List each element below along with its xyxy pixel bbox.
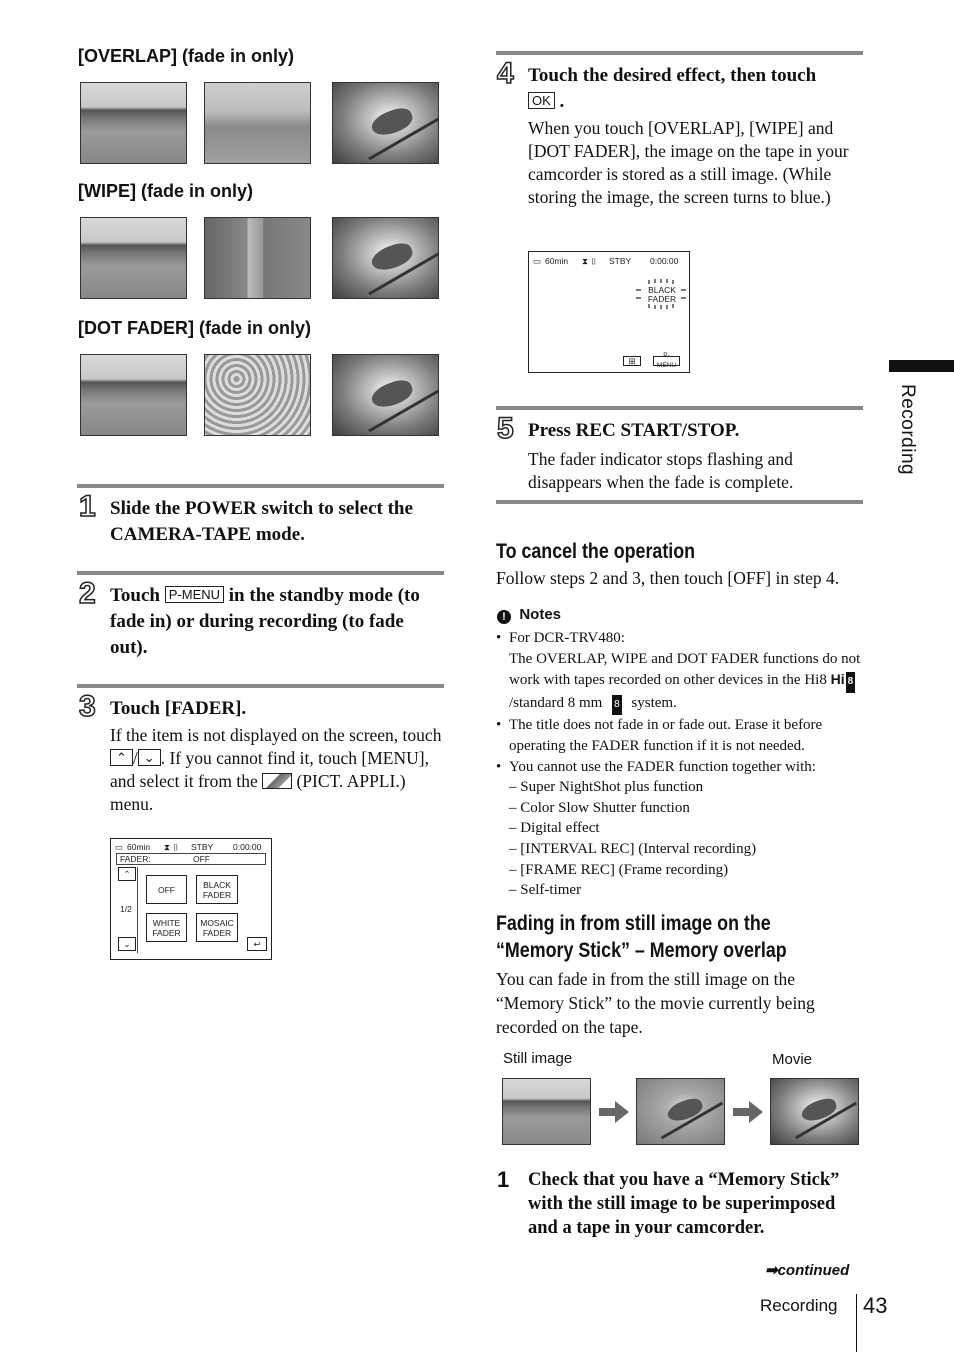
- dot-thumb-3: [332, 354, 439, 436]
- lcd-off-label: OFF: [158, 884, 175, 895]
- lcd2-tape-remaining: 60min: [545, 256, 569, 266]
- memory-body: You can fade in from the still image on the “Memory Stick” to the movie currently being recorded on the tape.: [496, 969, 815, 1037]
- step3-heading: Touch [FADER].: [110, 698, 247, 719]
- tape-icons: ⧗ ▯: [164, 842, 179, 852]
- step3-body-c: . If you cannot find it, touch [MENU], and select it from the: [110, 748, 429, 791]
- still-image-label: Still image: [503, 1050, 573, 1067]
- ok-button: OK: [528, 92, 555, 109]
- battery-icon: ▭: [115, 842, 124, 852]
- step3-body-a: If the item is not displayed on the screen, touch: [110, 725, 442, 745]
- step3-body: [110, 724, 445, 816]
- step3-body-d: (PICT. APPLI.) menu.: [110, 771, 406, 814]
- hi8-icon: Hi 8: [831, 669, 856, 693]
- lcd-fader-menu: [110, 838, 272, 960]
- lcd-off-button[interactable]: [146, 875, 187, 904]
- arrow-right-icon: [599, 1101, 629, 1128]
- lcd-status: STBY: [191, 842, 214, 852]
- footer-section: Recording: [760, 1296, 838, 1315]
- overlap-thumb-3: [332, 82, 439, 164]
- p-menu-button: P-MENU: [165, 586, 224, 603]
- note-1-c: /standard 8 mm: [509, 694, 603, 711]
- lcd-fader-label: FADER:: [120, 854, 151, 864]
- lcd-mosaic-l1: MOSAIC: [200, 917, 234, 928]
- lcd2-memory-icon[interactable]: ⊞: [623, 356, 641, 366]
- lcd2-time: 0:00:00: [650, 256, 679, 266]
- lcd-divider: [137, 867, 138, 953]
- arrow-right-icon: [733, 1101, 763, 1128]
- step4-rule: [496, 51, 863, 55]
- lcd-fader-value: OFF: [193, 854, 210, 864]
- lcd2-black-label: BLACK: [648, 285, 676, 295]
- lcd-fader-bar: [116, 853, 266, 865]
- lcd-black-fader: [528, 251, 690, 373]
- step4-heading: Touch the desired effect, then touch OK .: [528, 65, 817, 112]
- note-1: [496, 628, 866, 715]
- memory-step1-number: 1: [497, 1167, 510, 1192]
- step5-body: The fader indicator stops flashing and disappears when the fade is complete.: [528, 449, 794, 492]
- step4-number: 4: [497, 57, 514, 90]
- cancel-body: Follow steps 2 and 3, then touch [OFF] in step 4.: [496, 568, 840, 588]
- movie-label: Movie: [772, 1051, 813, 1068]
- lcd-white-l1: WHITE: [152, 917, 181, 928]
- wipe-label: [WIPE] (fade in only): [78, 181, 253, 201]
- note-3-sub: – [INTERVAL REC] (Interval recording): [509, 840, 757, 857]
- memory-thumb-mix: [636, 1078, 725, 1145]
- lcd2-p-menu-button[interactable]: P-MENU: [653, 356, 680, 366]
- flash-indicator: [635, 278, 691, 310]
- lcd-white-fader-button[interactable]: [146, 913, 187, 942]
- step2-rule: [77, 571, 444, 575]
- note-3-sub: – Digital effect: [509, 820, 600, 837]
- pict-appli-icon: [262, 773, 292, 789]
- memory-heading-1: Fading in from still image on the: [496, 912, 771, 935]
- side-tab-label: Recording: [897, 384, 918, 476]
- step3-number: 3: [79, 690, 96, 723]
- dot-thumb-1: [80, 354, 187, 436]
- lcd2-status: STBY: [609, 256, 632, 266]
- step5-number: 5: [497, 412, 514, 445]
- note-3-sub: – [FRAME REC] (Frame recording): [509, 861, 729, 878]
- step2-post: in the standby mode (to fade in) or during recording (to fade out).: [110, 585, 420, 658]
- step1-number: 1: [79, 490, 96, 523]
- step4-heading-text: Touch the desired effect, then touch: [528, 65, 817, 86]
- note-3-sub: – Super NightShot plus function: [509, 779, 704, 796]
- notes-list: [496, 628, 866, 901]
- step2-number: 2: [79, 577, 96, 610]
- step1-rule: [77, 484, 444, 488]
- overlap-thumb-1: [80, 82, 187, 164]
- lcd-return-icon[interactable]: ↩: [247, 937, 267, 951]
- note-3: [496, 757, 866, 901]
- continued-text: continued: [777, 1262, 850, 1279]
- step5-heading: Press REC START/STOP.: [528, 420, 740, 441]
- note-1-d: system.: [631, 694, 677, 711]
- note-1-a: For DCR-TRV480:: [509, 630, 625, 646]
- memory-step1-text: Check that you have a “Memory Stick” with the still image to be superimposed and a tape in your camcorder.: [528, 1170, 840, 1238]
- step2-text: [110, 583, 445, 661]
- lcd-scroll-down-icon[interactable]: ⌄: [118, 937, 136, 951]
- notes-heading-text: Notes: [519, 606, 562, 623]
- step3-rule: [77, 684, 444, 688]
- continued-arrow-icon: ➡: [765, 1262, 778, 1279]
- lcd-black-l2: FADER: [202, 889, 232, 900]
- step1-text: Slide the POWER switch to select the CAMERA-TAPE mode.: [110, 498, 413, 545]
- page-number: 43: [863, 1293, 888, 1318]
- battery-icon-2: ▭: [533, 256, 542, 266]
- wipe-thumb-3: [332, 217, 439, 299]
- lcd2-fader-label: FADER: [647, 294, 677, 304]
- note-3-sub: – Color Slow Shutter function: [509, 799, 690, 816]
- lcd-black-l1: BLACK: [203, 879, 231, 890]
- step4-body: When you touch [OVERLAP], [WIPE] and [DOT FADER], the image on the tape in your camcorder is stored as a still image. (While storing the image, the screen turns to blue.): [528, 118, 849, 207]
- memory-thumb-still: [502, 1078, 591, 1145]
- step3-body-slash: /: [132, 748, 138, 768]
- lcd-tape-remaining: 60min: [127, 842, 151, 852]
- lcd-mosaic-l2: FADER: [202, 927, 232, 938]
- cancel-heading: To cancel the operation: [496, 540, 696, 563]
- 8mm-icon: 8: [612, 695, 622, 716]
- step5-rule: [496, 406, 863, 410]
- lcd-page: 1/2: [120, 904, 132, 914]
- step2-pre: Touch: [110, 585, 160, 606]
- lcd-black-fader-button[interactable]: [196, 875, 238, 904]
- lcd-scroll-up-icon[interactable]: ⌃: [118, 867, 136, 881]
- side-tab-bar: [889, 360, 954, 372]
- memory-heading-2: “Memory Stick” – Memory overlap: [496, 939, 787, 962]
- wipe-thumb-1: [80, 217, 187, 299]
- note-2: • The title does not fade in or fade out. Erase it before operating the FADER function if it is not needed.: [496, 715, 866, 756]
- scroll-up-icon: ⌃: [110, 749, 133, 766]
- note-3-sub: – Self-timer: [509, 882, 582, 899]
- note-3-text: You cannot use the FADER function together with:: [509, 758, 816, 775]
- note-1-b: The OVERLAP, WIPE and DOT FADER functions do not work with tapes recorded on other devices in the Hi8: [509, 650, 861, 689]
- step5-end-rule: [496, 500, 863, 504]
- memory-thumb-movie: [770, 1078, 859, 1145]
- footer-divider: [856, 1294, 857, 1352]
- wipe-thumb-2: [204, 217, 311, 299]
- scroll-down-icon: ⌄: [138, 749, 161, 766]
- overlap-label: [OVERLAP] (fade in only): [78, 46, 294, 66]
- notes-icon: !: [497, 610, 511, 624]
- continued-label: [765, 1261, 849, 1279]
- tape-icons-2: ⧗ ▯: [582, 256, 597, 266]
- dot-fader-label: [DOT FADER] (fade in only): [78, 318, 311, 338]
- dot-thumb-2: [204, 354, 311, 436]
- overlap-thumb-2: [204, 82, 311, 164]
- lcd-mosaic-fader-button[interactable]: [196, 913, 238, 942]
- lcd-white-l2: FADER: [152, 927, 181, 938]
- lcd-time: 0:00:00: [233, 842, 262, 852]
- notes-heading: [497, 606, 561, 624]
